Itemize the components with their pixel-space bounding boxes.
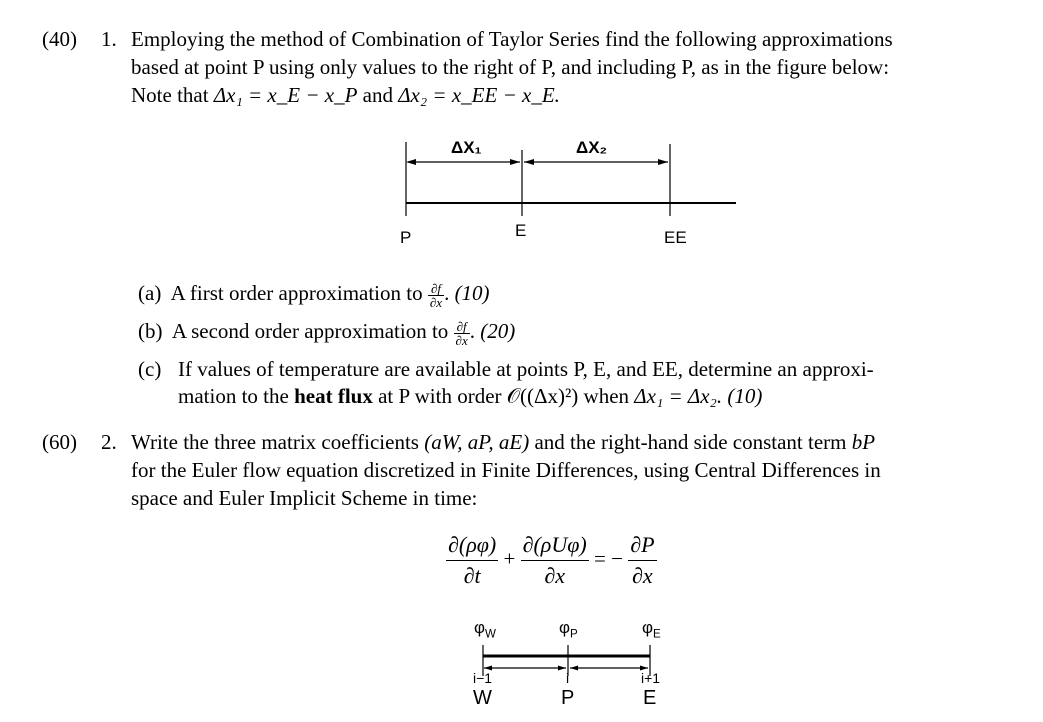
q1-line1: Employing the method of Combination of Taylor Series find the following approximations (131, 27, 893, 51)
q1b-derivative: $\frac{\partial f}{\partial x}$ (455, 318, 468, 348)
phi-E: $\varphi_E$ (642, 618, 661, 641)
q1c-line1: If values of temperature are available at points P, E, and EE, determine an approxi- (178, 357, 874, 381)
node-P: P (561, 687, 575, 709)
q1c-order: 𝒪((Δx)²) (506, 384, 579, 408)
phi-P: $\varphi_P$ (559, 618, 578, 641)
q1b-text: A second order approximation to (171, 319, 449, 343)
fig1-dx1-label: ΔX₁ (451, 138, 482, 157)
q1-line2: based at point P using only values to the right of P, and including P, as in the figure below: (131, 55, 890, 79)
phi-W: $\varphi_W$ (474, 618, 496, 641)
fig1-point-E: E (515, 221, 527, 240)
q1b: (b) A second order approximation to $\frac{\partial f}{\partial x}$ . (20) (138, 318, 516, 348)
q1-note-prefix: Note that (131, 83, 209, 107)
q1-note-eq2: Δx₂ = x_EE − x_E. (398, 83, 560, 107)
index-i: i (566, 670, 570, 686)
q1a-label: (a) (138, 281, 162, 305)
q1c-cond: Δx₁ = Δx₂. (634, 384, 723, 408)
node-W: W (473, 687, 492, 709)
q1a-points: (10) (454, 281, 490, 305)
q1a-text: A first order approximation to (170, 281, 423, 305)
fig1-point-EE: EE (664, 228, 687, 247)
q1b-label: (b) (138, 319, 163, 343)
q1-points: (40) (42, 27, 77, 51)
q2-line2: for the Euler flow equation discretized in Finite Differences, using Central Differences in (131, 458, 881, 482)
index-i-plus-1: i+1 (641, 670, 661, 686)
q2-line1: Write the three matrix coefficients (aW, aP, aE) and the right-hand side constant term bP (131, 430, 876, 454)
node-E: E (643, 687, 657, 709)
q1c-label: (c) (138, 357, 162, 381)
q2-points: (60) (42, 430, 77, 454)
fig1-point-P: P (400, 228, 412, 247)
q2-bp: bP (851, 430, 876, 454)
q1c-heat-flux: heat flux (294, 384, 373, 408)
q1b-points: (20) (480, 319, 516, 343)
q1a: (a) A first order approximation to $\frac{\partial f}{\partial x}$ . (10) (138, 280, 490, 310)
q2-number: 2. (101, 430, 117, 454)
fig1-dx2-label: ΔX₂ (576, 138, 608, 157)
q1-note-and: and (362, 83, 393, 107)
euler-equation: $\frac{\partial(\rho\varphi)}{\partial t}$ + $\frac{\text{∂(ρUφ)}}{\partial x}$ = − $\frac{\partial P}{\partial x}$ (448, 532, 655, 588)
q1c-line2: mation to the heat flux at P with order 𝒪((Δx)²) when Δx₁ = Δx₂. (10) (178, 384, 763, 408)
q1-number: 1. (101, 27, 117, 51)
q1a-derivative: $\frac{\partial f}{\partial x}$ (429, 280, 443, 310)
index-i-minus-1: i−1 (473, 670, 493, 686)
q2-line3: space and Euler Implicit Scheme in time: (131, 486, 478, 510)
q2-coeffs: (aW, aP, aE) (424, 430, 530, 454)
q1-note-eq1: Δx₁ = x_E − x_P (213, 83, 358, 107)
q1c-points: (10) (727, 384, 763, 408)
